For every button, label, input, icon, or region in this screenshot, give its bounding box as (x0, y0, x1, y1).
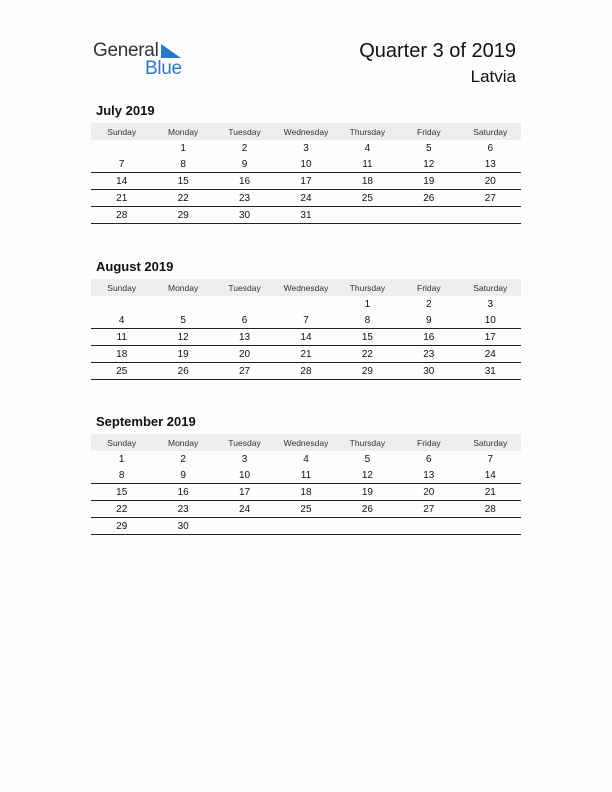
day-cell: 28 (91, 207, 152, 224)
calendar-grid (91, 123, 521, 224)
weekday-header-row (91, 434, 521, 451)
day-cell: 9 (398, 312, 459, 329)
day-cell: 17 (275, 173, 336, 190)
day-cell: 6 (426, 453, 432, 465)
day-cell (398, 518, 459, 535)
day-cell: 22 (337, 346, 398, 363)
day-cell: 1 (118, 453, 125, 465)
day-cell: 10 (214, 467, 275, 484)
day-cell: 30 (214, 207, 275, 224)
day-cell: 12 (152, 329, 213, 346)
page-title: Quarter 3 of 2019 (359, 40, 516, 62)
day-cell: 10 (460, 312, 521, 329)
day-cell: 25 (275, 501, 336, 518)
week-row (91, 296, 521, 312)
day-cell: 21 (91, 190, 152, 207)
week-row (91, 501, 521, 518)
weekday-header: Wednesday (275, 279, 336, 296)
month-calendar-september (91, 414, 521, 535)
day-cell: 19 (337, 484, 398, 501)
logo-blue-text: Blue (145, 58, 182, 79)
day-cell: 20 (214, 346, 275, 363)
weekday-header: Tuesday (214, 123, 275, 140)
weekday-header: Sunday (91, 279, 152, 296)
day-cell: 23 (214, 190, 275, 207)
day-cell: 14 (91, 173, 152, 190)
week-row (91, 156, 521, 173)
day-cell: 18 (337, 173, 398, 190)
day-cell: 5 (152, 312, 213, 329)
day-cell: 13 (398, 467, 459, 484)
weekday-header-row (91, 123, 521, 140)
day-cell (275, 518, 336, 535)
day-cell: 7 (487, 453, 494, 465)
day-cell: 24 (214, 501, 275, 518)
day-cell: 17 (460, 329, 521, 346)
day-cell: 27 (460, 190, 521, 207)
day-cell: 6 (487, 142, 494, 154)
month-title: July 2019 (96, 103, 155, 118)
weekday-header: Friday (398, 279, 459, 296)
day-cell: 10 (275, 156, 336, 173)
day-cell: 7 (275, 312, 336, 329)
week-row (91, 190, 521, 207)
day-cell: 4 (364, 142, 371, 154)
week-row (91, 451, 521, 467)
weekday-header: Monday (152, 434, 213, 451)
day-cell: 9 (152, 467, 213, 484)
day-cell (275, 296, 336, 312)
day-cell: 8 (91, 467, 152, 484)
day-cell: 21 (460, 484, 521, 501)
day-cell: 18 (275, 484, 336, 501)
day-cell: 7 (91, 156, 152, 173)
week-row (91, 518, 521, 535)
day-cell: 31 (460, 363, 521, 380)
day-cell (337, 207, 398, 224)
day-cell: 28 (275, 363, 336, 380)
logo-general-text: General (93, 40, 159, 61)
weekday-header: Monday (152, 123, 213, 140)
day-cell: 18 (91, 346, 152, 363)
day-cell: 16 (152, 484, 213, 501)
day-cell: 6 (214, 312, 275, 329)
day-cell (398, 207, 459, 224)
day-cell: 14 (460, 467, 521, 484)
day-cell (460, 518, 521, 535)
month-calendar-august (91, 259, 521, 380)
day-cell (460, 207, 521, 224)
weekday-header: Friday (398, 434, 459, 451)
day-cell: 26 (337, 501, 398, 518)
day-cell: 20 (460, 173, 521, 190)
day-cell (152, 296, 213, 312)
week-row (91, 207, 521, 224)
weekday-header: Thursday (337, 123, 398, 140)
day-cell: 2 (426, 298, 432, 310)
day-cell: 14 (275, 329, 336, 346)
weekday-header: Sunday (91, 434, 152, 451)
day-cell: 22 (91, 501, 152, 518)
day-cell: 30 (398, 363, 459, 380)
day-cell: 15 (91, 484, 152, 501)
day-cell: 26 (152, 363, 213, 380)
day-cell: 11 (337, 156, 398, 173)
day-cell: 27 (398, 501, 459, 518)
day-cell: 13 (460, 156, 521, 173)
day-cell: 5 (426, 142, 432, 154)
day-cell: 12 (337, 467, 398, 484)
week-row (91, 329, 521, 346)
day-cell: 29 (152, 207, 213, 224)
day-cell (337, 518, 398, 535)
week-row (91, 467, 521, 484)
weekday-header: Wednesday (275, 434, 336, 451)
month-calendar-july (91, 103, 521, 224)
month-title: September 2019 (96, 414, 196, 429)
day-cell: 25 (337, 190, 398, 207)
day-cell: 8 (337, 312, 398, 329)
week-row (91, 140, 521, 156)
day-cell: 28 (460, 501, 521, 518)
logo (93, 40, 193, 80)
week-row (91, 484, 521, 501)
day-cell: 13 (214, 329, 275, 346)
weekday-header: Saturday (460, 279, 521, 296)
day-cell: 23 (398, 346, 459, 363)
day-cell: 3 (241, 453, 248, 465)
day-cell: 3 (303, 142, 309, 154)
day-cell (91, 140, 152, 156)
month-title: August 2019 (96, 259, 174, 274)
day-cell: 25 (91, 363, 152, 380)
week-row (91, 346, 521, 363)
day-cell: 16 (398, 329, 459, 346)
weekday-header: Friday (398, 123, 459, 140)
weekday-header: Wednesday (275, 123, 336, 140)
day-cell (214, 296, 275, 312)
day-cell: 22 (152, 190, 213, 207)
day-cell: 20 (398, 484, 459, 501)
day-cell: 5 (364, 453, 371, 465)
weekday-header: Saturday (460, 123, 521, 140)
day-cell: 21 (275, 346, 336, 363)
weekday-header: Sunday (91, 123, 152, 140)
weekday-header-row (91, 279, 521, 296)
week-row (91, 363, 521, 380)
day-cell: 29 (91, 518, 152, 535)
day-cell: 17 (214, 484, 275, 501)
day-cell: 11 (91, 329, 152, 346)
day-cell: 12 (398, 156, 459, 173)
day-cell: 23 (152, 501, 213, 518)
weekday-header: Monday (152, 279, 213, 296)
day-cell: 4 (91, 312, 152, 329)
day-cell (91, 296, 152, 312)
day-cell: 1 (180, 142, 186, 154)
weekday-header: Thursday (337, 434, 398, 451)
day-cell: 30 (152, 518, 213, 535)
country-label: Latvia (470, 67, 516, 86)
day-cell: 15 (152, 173, 213, 190)
day-cell: 16 (214, 173, 275, 190)
day-cell: 27 (214, 363, 275, 380)
day-cell: 8 (152, 156, 213, 173)
day-cell: 24 (460, 346, 521, 363)
day-cell: 2 (241, 142, 248, 154)
weekday-header: Tuesday (214, 279, 275, 296)
day-cell: 31 (275, 207, 336, 224)
day-cell: 4 (303, 453, 309, 465)
day-cell: 29 (337, 363, 398, 380)
weekday-header: Saturday (460, 434, 521, 451)
day-cell: 9 (214, 156, 275, 173)
day-cell: 11 (275, 467, 336, 484)
day-cell: 1 (364, 298, 371, 310)
day-cell: 19 (152, 346, 213, 363)
weekday-header: Tuesday (214, 434, 275, 451)
week-row (91, 173, 521, 190)
day-cell: 3 (487, 298, 494, 310)
calendar-grid (91, 279, 521, 380)
week-row (91, 312, 521, 329)
day-cell: 24 (275, 190, 336, 207)
day-cell: 2 (180, 453, 186, 465)
day-cell: 15 (337, 329, 398, 346)
calendar-grid (91, 434, 521, 535)
weekday-header: Thursday (337, 279, 398, 296)
day-cell: 19 (398, 173, 459, 190)
day-cell (214, 518, 275, 535)
day-cell: 26 (398, 190, 459, 207)
